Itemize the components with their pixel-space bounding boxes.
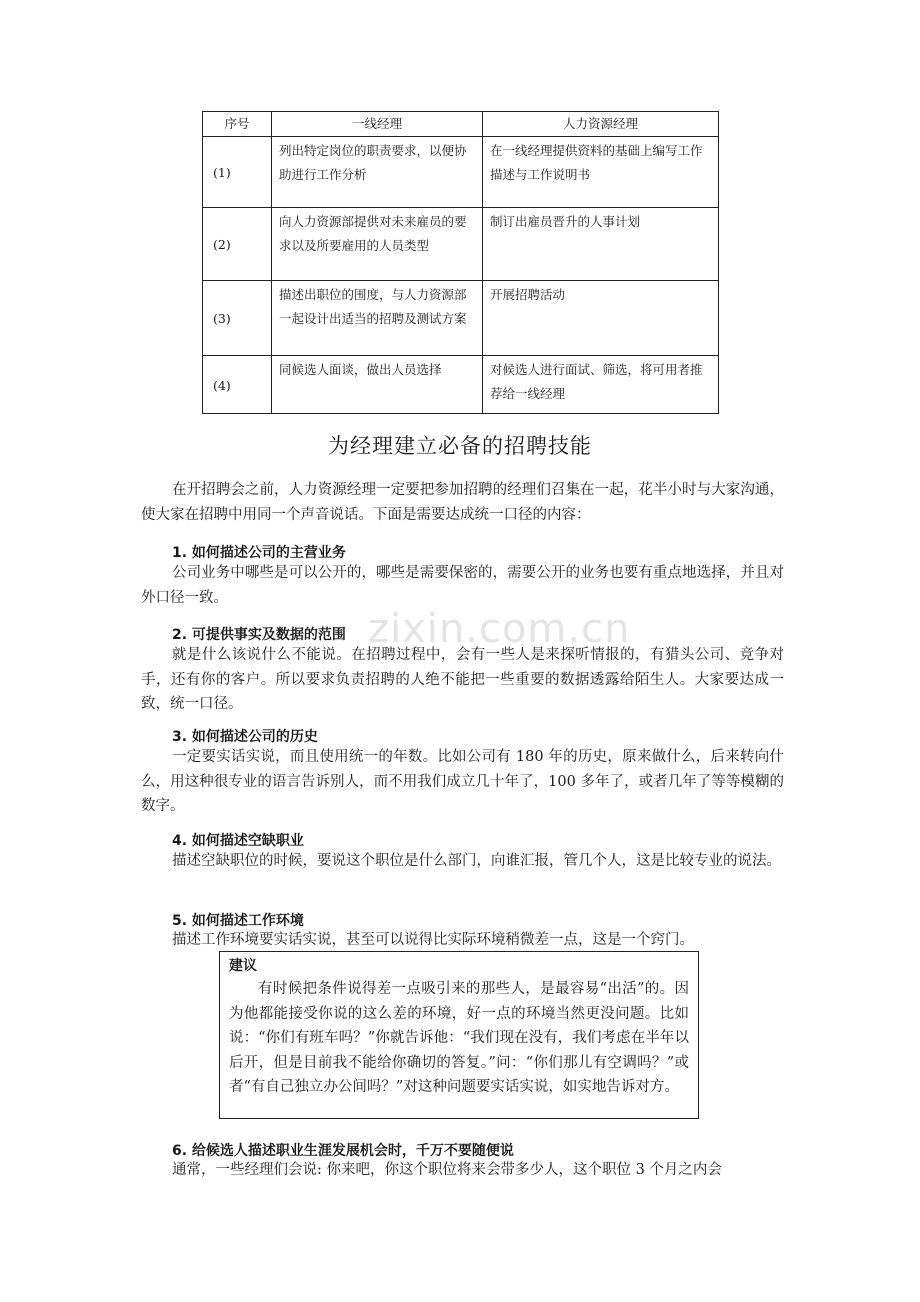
line-manager-cell: 向人力资源部提供对未来雇员的要求以及所要雇用的人员类型 (272, 208, 483, 281)
line-manager-cell: 同候选人面谈，做出人员选择 (272, 356, 483, 414)
row-index: (2) (203, 208, 272, 281)
section-body-6: 通常，一些经理们会说: 你来吧，你这个职位将来会带多少人，这个职位 3 个月之内会 (172, 1162, 722, 1178)
section-body-5: 描述工作环境要实话实说，甚至可以说得比实际环境稍微差一点，这是一个窍门。 (172, 932, 694, 948)
line-manager-cell: 描述出职位的围度，与人力资源部一起设计出适当的招聘及测试方案 (272, 281, 483, 356)
section-body-3: 一定要实话实说，而且使用统一的年数。比如公司有 180 年的历史，原来做什么，后来转向什么，用这种很专业的语言告诉别人，而不用我们成立几十年了，100 多年了，或者几年了等等模糊的数字。 (141, 749, 784, 814)
watermark: zixin.com.cn (368, 606, 631, 652)
table-header-row (203, 112, 719, 137)
section-body-1: 公司业务中哪些是可以公开的，哪些是需要保密的，需要公开的业务也要有重点地选择，并且对外口径一致。 (141, 565, 784, 606)
hr-manager-cell: 开展招聘活动 (483, 281, 719, 356)
section-body-2: 就是什么该说什么不能说。在招聘过程中，会有一些人是来探听情报的，有猎头公司、竞争对手，还有你的客户。所以要求负责招聘的人绝不能把一些重要的数据透露给陌生人。大家要达成一致，统一口径。 (141, 647, 784, 712)
hr-manager-cell: 对候选人进行面试、筛选，将可用者推荐给一线经理 (483, 356, 719, 414)
header-line-manager: 一线经理 (272, 112, 483, 137)
section-heading-4: 4. 如何描述空缺职业 (172, 833, 304, 849)
table-row (203, 281, 719, 356)
section-heading-5: 5. 如何描述工作环境 (172, 913, 304, 929)
table-row (203, 208, 719, 281)
row-index: (4) (203, 356, 272, 414)
line-manager-cell: 列出特定岗位的职责要求，以便协助进行工作分析 (272, 137, 483, 208)
responsibility-table (202, 111, 719, 414)
advice-title: 建议 (229, 958, 257, 974)
row-index: (1) (203, 137, 272, 208)
section-heading-2: 2. 可提供事实及数据的范围 (172, 627, 346, 643)
row-index: (3) (203, 281, 272, 356)
section-heading-3: 3. 如何描述公司的历史 (172, 729, 318, 745)
advice-body: 有时候把条件说得差一点吸引来的那些人，是最容易“出活”的。因为他都能接受你说的这么差的环境，好一点的环境当然更没问题。比如说：“你们有班车吗？”你就告诉他：“我们现在没有，我们考虑在半年以后开，但是目前我不能给你确切的答复。”问：“你们那儿有空调吗？”或者“有自己独立办公间吗？”对这种问题要实话实说，如实地告诉对方。 (229, 981, 689, 1095)
header-hr-manager: 人力资源经理 (483, 112, 719, 137)
section-body-4: 描述空缺职位的时候，要说这个职位是什么部门，向谁汇报，管几个人，这是比较专业的说法。 (172, 853, 781, 869)
table-row (203, 137, 719, 208)
intro-paragraph: 在开招聘会之前，人力资源经理一定要把参加招聘的经理们召集在一起，花半小时与大家沟通，使大家在招聘中用同一个声音说话。下面是需要达成统一口径的内容： (141, 482, 784, 523)
advice-box (219, 951, 699, 1119)
section-title: 为经理建立必备的招聘技能 (328, 434, 592, 458)
section-heading-6: 6. 给候选人描述职业生涯发展机会时，千万不要随便说 (172, 1143, 514, 1159)
hr-manager-cell: 在一线经理提供资料的基础上编写工作描述与工作说明书 (483, 137, 719, 208)
hr-manager-cell: 制订出雇员晋升的人事计划 (483, 208, 719, 281)
table-row (203, 356, 719, 414)
header-index: 序号 (203, 112, 272, 137)
section-heading-1: 1. 如何描述公司的主营业务 (172, 545, 346, 561)
